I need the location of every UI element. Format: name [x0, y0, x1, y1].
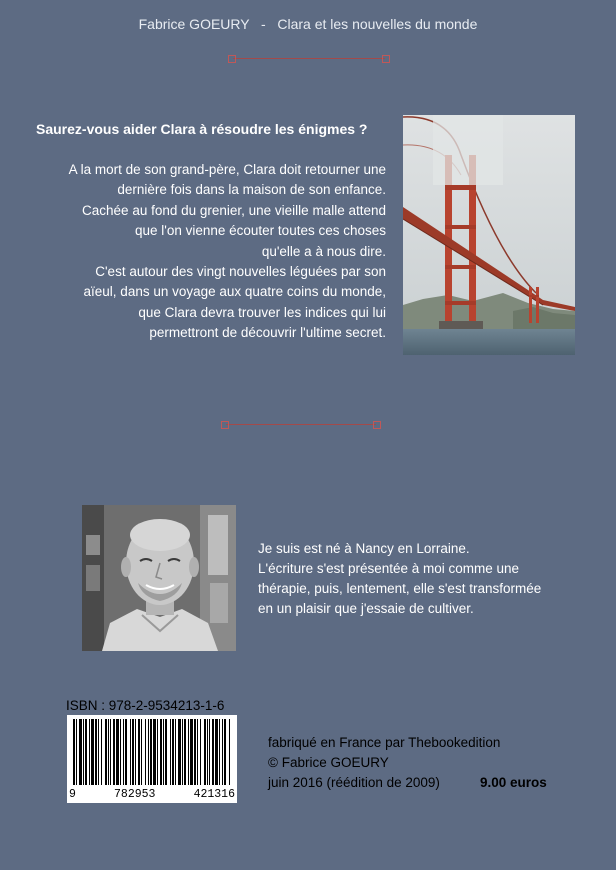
barcode-digit-group: 9: [69, 788, 76, 801]
portrait-illustration: [82, 505, 236, 651]
middle-divider: [221, 420, 381, 430]
barcode-bar: [184, 719, 186, 785]
barcode-bar: [138, 719, 140, 785]
barcode-bar: [153, 719, 156, 785]
barcode-bar: [89, 719, 90, 785]
author-portrait-photo: [82, 505, 236, 651]
barcode-bar: [113, 719, 115, 785]
imprint-publisher: fabriqué en France par Thebookedition: [268, 735, 501, 750]
bridge-illustration: [403, 115, 575, 355]
synopsis-line: que l'on vienne écouter toutes ces choses: [135, 223, 386, 239]
barcode-bar: [157, 719, 158, 785]
bio-line: en un plaisir que j'essaie de cultiver.: [258, 601, 474, 616]
barcode-bar: [229, 719, 230, 785]
imprint-date: juin 2016 (réédition de 2009): [268, 775, 440, 790]
book-title: Clara et les nouvelles du monde: [277, 16, 478, 32]
barcode-bar: [170, 719, 171, 785]
author-name: Fabrice GOEURY: [138, 16, 250, 32]
barcode-bar: [95, 719, 97, 785]
bio-line: Je suis est né à Nancy en Lorraine.: [258, 541, 470, 556]
barcode-bar: [110, 719, 111, 785]
barcode-bar: [204, 719, 206, 785]
barcode-bar: [190, 719, 193, 785]
barcode-bar: [79, 719, 82, 785]
barcode-bar: [212, 719, 214, 785]
barcode-bar: [150, 719, 152, 785]
synopsis-line: aïeul, dans un voyage aux quatre coins du monde,: [83, 284, 386, 300]
barcode-bar: [178, 719, 181, 785]
synopsis-line: C'est autour des vingt nouvelles léguées par son: [95, 264, 386, 280]
barcode-digit-group: 782953: [114, 788, 156, 801]
barcode-bar: [197, 719, 198, 785]
header: [0, 16, 616, 32]
barcode-bar: [215, 719, 218, 785]
barcode-bar: [209, 719, 210, 785]
barcode-bar: [160, 719, 162, 785]
synopsis-line: qu'elle a à nous dire.: [261, 243, 386, 259]
barcode-bar: [83, 719, 84, 785]
barcode-digits: [69, 788, 235, 801]
barcode-bar: [123, 719, 124, 785]
barcode-bar: [98, 719, 99, 785]
golden-gate-bridge-photo: [403, 115, 575, 355]
barcode-bar: [132, 719, 134, 785]
barcode-bar: [200, 719, 201, 785]
barcode-bar: [175, 719, 176, 785]
imprint-copyright: © Fabrice GOEURY: [268, 755, 389, 770]
barcode-digit-group: 421316: [193, 788, 235, 801]
barcode: [67, 715, 237, 803]
barcode-bar: [73, 719, 75, 785]
barcode-bar: [222, 719, 223, 785]
barcode-bar: [105, 719, 107, 785]
barcode-bar: [172, 719, 174, 785]
barcode-bar: [145, 719, 146, 785]
author-bio: [258, 539, 578, 619]
barcode-bar: [116, 719, 119, 785]
barcode-bar: [85, 719, 87, 785]
barcode-bar: [91, 719, 94, 785]
synopsis-line: permettront de découvrir l'ultime secret.: [149, 325, 386, 341]
synopsis: [28, 160, 386, 344]
bio-line: L'écriture s'est présentée à moi comme une: [258, 561, 520, 576]
bio-line: thérapie, puis, lentement, elle s'est transformée: [258, 581, 542, 596]
barcode-bar: [224, 719, 226, 785]
barcode-bar: [101, 719, 102, 785]
barcode-bar: [125, 719, 127, 785]
synopsis-line: Cachée au fond du grenier, une vieille malle attend: [82, 202, 386, 218]
barcode-bar: [135, 719, 136, 785]
barcode-bar: [141, 719, 142, 785]
synopsis-line: que Clara devra trouver les indices qui lui: [138, 304, 386, 320]
barcode-bar: [163, 719, 164, 785]
barcode-bar: [148, 719, 149, 785]
tagline: Saurez-vous aider Clara à résoudre les énigmes ?: [36, 121, 368, 137]
top-divider: [228, 54, 390, 64]
synopsis-line: dernière fois dans la maison de son enfance.: [117, 182, 386, 198]
barcode-bar: [194, 719, 196, 785]
barcode-bar: [120, 719, 121, 785]
barcode-bar: [108, 719, 109, 785]
barcode-bar: [130, 719, 131, 785]
barcode-bar: [188, 719, 189, 785]
barcode-bars: [67, 715, 237, 789]
isbn-label: ISBN : 978-2-9534213-1-6: [66, 698, 225, 713]
barcode-bar: [76, 719, 77, 785]
synopsis-line: A la mort de son grand-père, Clara doit retourner une: [68, 162, 386, 177]
barcode-bar: [165, 719, 167, 785]
price: 9.00 euros: [480, 775, 547, 790]
barcode-bar: [182, 719, 183, 785]
imprint: [268, 733, 588, 793]
barcode-bar: [219, 719, 220, 785]
barcode-bar: [207, 719, 208, 785]
header-separator: -: [261, 16, 266, 32]
